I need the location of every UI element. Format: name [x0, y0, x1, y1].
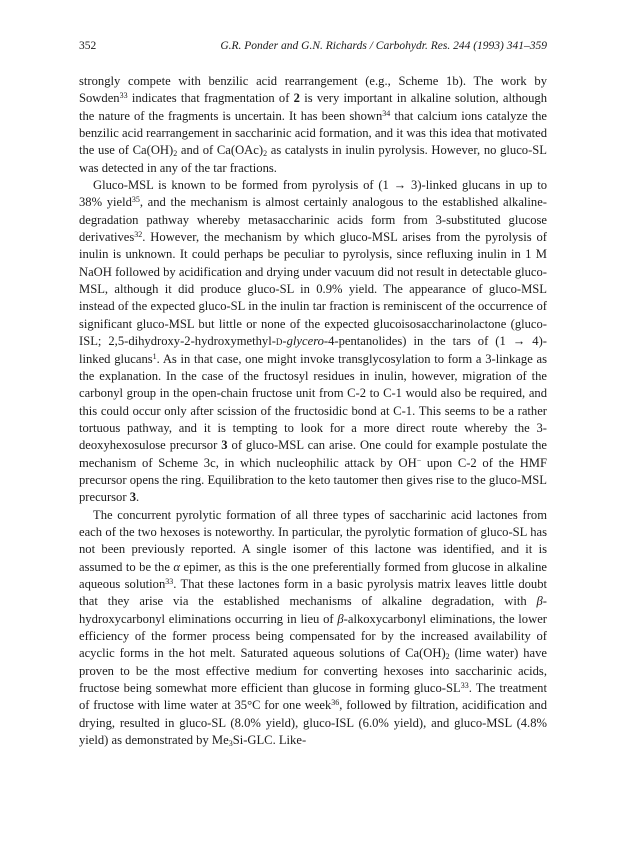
paragraph-3: The concurrent pyrolytic formation of all three types of saccharinic acid lactones from each of the two hexoses is noteworthy. In particular, the pyrolytic formation of gluco-SL has not been previously reported. A single isomer of this lactone was identified, and it is assumed to be the α epimer, as this is the one preferentially formed from glucose in alkaline aqueous solution$^{33}$. That these lactones form in a basic pyrolysis matrix leaves little doubt that they arise via the established mechanisms of alkaline degradation, with β-hydroxycarbonyl eliminations occurring in lieu of β-alkoxycarbonyl eliminations, the lower efficiency of the former process being compensated for by the increased availability of acyclic forms in the hot melt. Saturated aqueous solutions of $Ca(OH)_2$ (lime water) have proven to be the most effective medium for converting hexoses into saccharinic acids, fructose being somewhat more efficient than glucose in forming gluco-SL$^{33}$. The treatment of fructose with lime water at 35°C for one week$^{36}$, followed by filtration, acidification and drying, resulted in gluco-SL (8.0% yield), gluco-ISL (6.0% yield), and gluco-MSL (4.8% yield) as demonstrated by $Me_3Si$-GLC. Like-	[79, 507, 548, 749]
body-text	[79, 73, 547, 749]
page-header	[79, 40, 547, 56]
running-head: G.R. Ponder and G.N. Richards / Carbohydr. Res. 244 (1993) 341–359	[220, 40, 547, 52]
page-number: 352	[79, 40, 97, 52]
paragraph-2: Gluco-MSL is known to be formed from pyrolysis of (1 → 3)-linked glucans in up to 38% yield$^{35}$, and the mechanism is almost certainly analogous to the established alkaline-degradation pathway whereby metasaccharinic acids form from 3-substituted glucose derivatives$^{32}$. However, the mechanism by which gluco-MSL arises from the pyrolysis of inulin is unknown. It could perhaps be peculiar to pyrolysis, since refluxing inulin in 1 M NaOH followed by acidification and drying under vacuum did not result in detectable gluco-MSL, although it did produce gluco-SL in 0.9% yield. The appearance of gluco-MSL instead of the expected gluco-SL in the inulin tar fraction is reminiscent of the occurrence of significant gluco-MSL but little or none of the expected glucoisosaccharinolactone (gluco-ISL; 2,5-dihydroxy-2-hydroxymethyl-d-glycero-4-pentanolides) in the tars of (1 → 4)-linked glucans$^1$. As in that case, one might invoke transglycosylation to form a 3-linkage as the explanation. In the case of the fructosyl residues in inulin, however, migration of the carbonyl group in the open-chain fructose unit from C-2 to C-1 would also be required, and this could occur only after scission of the fructosidic bond at C-1. This seems to be a rather tortuous pathway, and it is tempting to look for a more direct route whereby the 3-deoxyhexosulose precursor 3 of gluco-MSL can arise. One could for example postulate the mechanism of Scheme 3c, in which nucleophilic attack by OH− upon C-2 of the HMF precursor opens the ring. Equilibration to the keto tautomer then gives rise to the gluco-MSL precursor 3.	[79, 178, 548, 505]
paragraph-1: strongly compete with benzilic acid rearrangement (e.g., Scheme 1b). The work by Sowden$^{33}$ indicates that fragmentation of 2 is very important in alkaline solution, although the nature of the fragments is uncertain. It has been shown$^{34}$ that calcium ions catalyze the benzilic acid rearrangement in saccharinic acid formation, and it was this idea that motivated the use of $Ca(OH)_2$ and of $Ca(OAc)_2$ as catalysts in inulin pyrolysis. However, no gluco-SL was detected in any of the tar fractions.	[79, 74, 547, 175]
